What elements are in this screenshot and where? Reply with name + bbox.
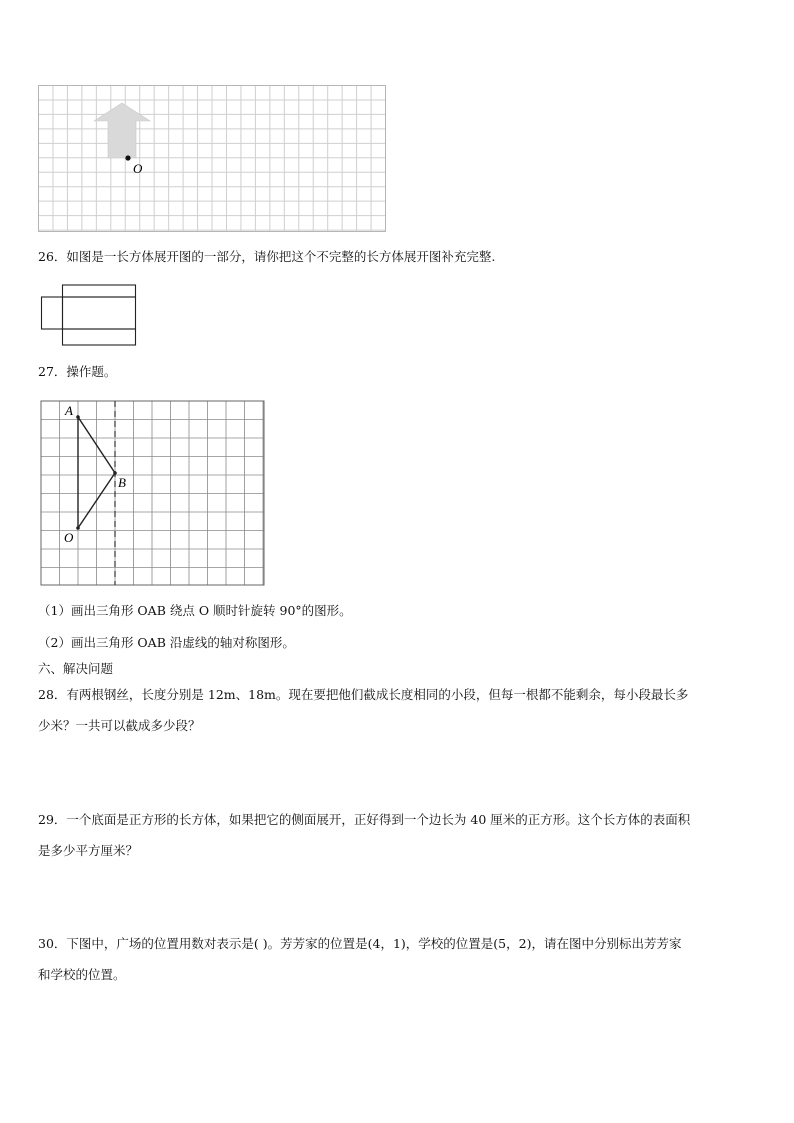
section-title: 六、解决问题 — [38, 661, 114, 676]
point-o-label: O — [133, 161, 143, 176]
point-a — [76, 415, 80, 419]
question-29-line-2: 是多少平方厘米？ — [38, 843, 139, 858]
question-30-line-1: 30．下图中，广场的位置用数对表示是( )。芳芳家的位置是(4，1)，学校的位置是(5，2)，请在图中分别标出芳芳家 — [38, 936, 682, 951]
triangle-grid-figure — [38, 398, 268, 588]
question-27: 27．操作题。 — [38, 364, 117, 379]
net-front-face — [63, 297, 136, 329]
point-o — [125, 155, 130, 160]
point-b — [113, 471, 117, 475]
question-29-line-1: 29．一个底面是正方形的长方体，如果把它的侧面展开，正好得到一个边长为 40 厘米的正方形。这个长方体的表面积 — [38, 812, 691, 827]
point-o-label: O — [64, 530, 74, 545]
gray-arrow — [94, 103, 150, 158]
question-26: 26．如图是一长方体展开图的一部分，请你把这个不完整的长方体展开图补充完整. — [38, 249, 496, 264]
question-28-line-1: 28．有两根钢丝，长度分别是 12m、18m。现在要把他们截成长度相同的小段，但每一根都不能剩余，每小段最长多 — [38, 687, 689, 702]
question-27-part-2: （2）画出三角形 OAB 沿虚线的轴对称图形。 — [38, 635, 295, 650]
question-28-line-2: 少米？一共可以截成多少段？ — [38, 718, 201, 733]
grid-arrow-figure — [36, 84, 388, 234]
point-b-label: B — [118, 475, 126, 490]
point-o — [76, 526, 80, 530]
net-top-face — [63, 285, 136, 297]
grid-lines — [39, 86, 386, 232]
net-side-face — [42, 297, 63, 329]
cuboid-net-figure — [40, 284, 140, 348]
question-27-part-1: （1）画出三角形 OAB 绕点 O 顺时针旋转 90°的图形。 — [38, 603, 352, 618]
grid-lines — [41, 401, 264, 585]
point-a-label: A — [65, 403, 73, 418]
net-bottom-face — [63, 329, 136, 345]
grid-border — [41, 401, 264, 585]
question-30-line-2: 和学校的位置。 — [38, 967, 126, 982]
